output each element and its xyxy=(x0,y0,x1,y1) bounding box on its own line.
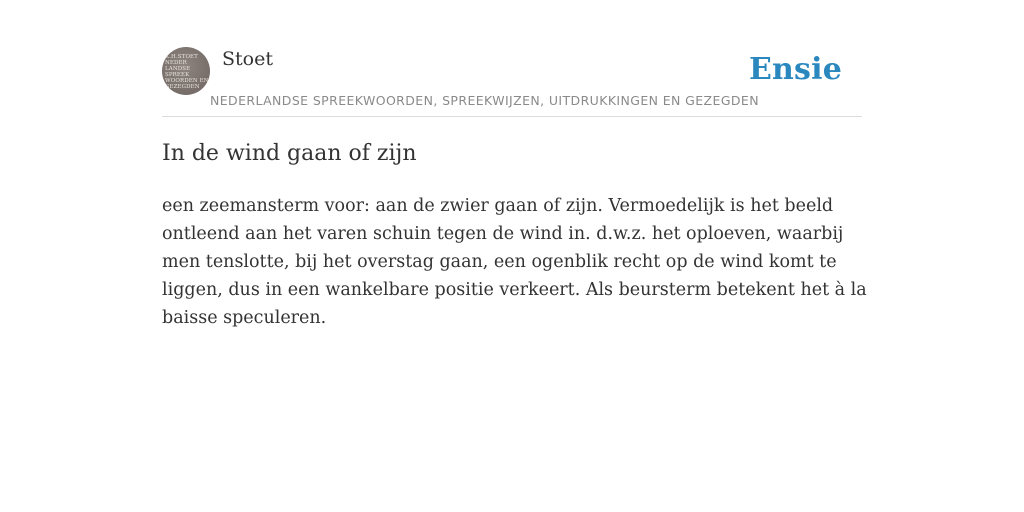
book-cover-line: GEZEGDEN xyxy=(165,84,200,90)
entry-definition: een zeemansterm voor: aan de zwier gaan of zijn. Vermoedelijk is het beeld ontleend aan het varen schuin tegen de wind in. d.w.z. het oploeven, waarbij men tenslotte, bij het overstag gaan, een ogenblik recht op de wind komt te liggen, dus in een wankelbare positie verkeert. Als beursterm betekent het à la baisse speculeren. xyxy=(162,196,867,328)
source-author-link[interactable]: Stoet xyxy=(222,48,273,70)
book-cover-line: WOORDEN EN xyxy=(165,78,209,84)
ensie-logo-link[interactable]: Ensie xyxy=(748,52,842,87)
book-cover-line: LANDSE xyxy=(165,66,191,72)
book-cover-line: NEDER xyxy=(165,60,187,66)
book-cover-line: SPREEK xyxy=(165,72,190,78)
entry-title: In de wind gaan of zijn xyxy=(162,141,417,166)
source-book-cover-avatar[interactable] xyxy=(162,47,210,95)
source-title-link[interactable]: NEDERLANDSE SPREEKWOORDEN, SPREEKWIJZEN, UITDRUKKINGEN EN GEZEGDEN xyxy=(210,93,759,108)
source-header xyxy=(162,46,862,117)
book-cover-line: K.H.STOET xyxy=(165,54,198,60)
book-cover-text xyxy=(165,54,209,90)
